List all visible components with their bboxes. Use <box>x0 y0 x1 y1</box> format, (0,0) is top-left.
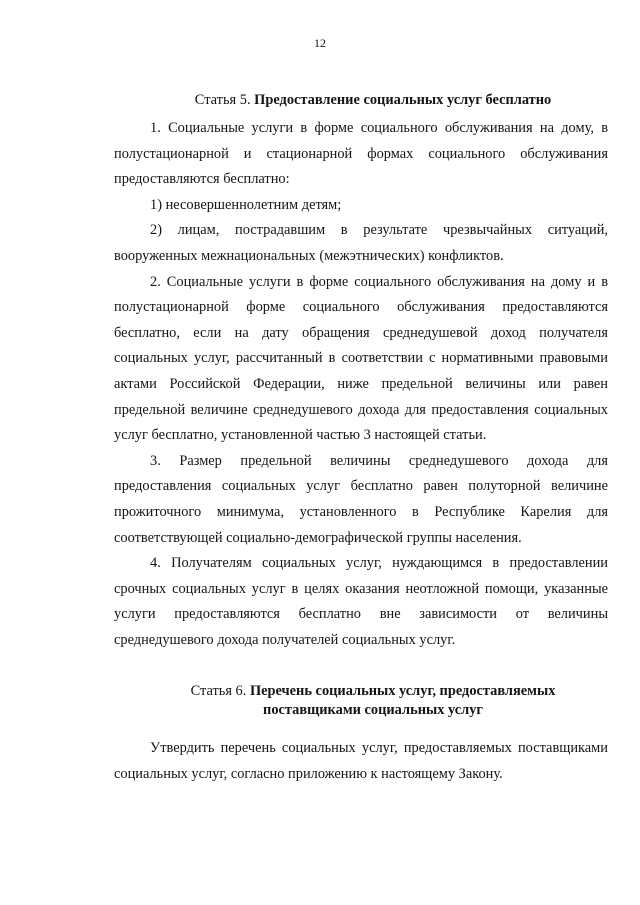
article-6-title-line-1: Перечень социальных услуг, предоставляемых <box>249 683 556 700</box>
article-5-paragraph-2: 2. Социальные услуги в форме социального обслуживания на дому и в полустационарной форме социального обслуживания предоставляются бесплатно, если на дату обращения среднедушевой доход получателя социальных услуг, рассчитанный в соответствии с нормативными правовыми актами Российской Федерации, ниже предельной величины или равен предельной величине среднедушевого дохода для предоставления социальных услуг бесплатно, установленной частью 3 настоящей статьи. <box>114 273 608 444</box>
article-6-title-line-2: поставщиками социальных услуг <box>263 702 483 719</box>
article-5-prefix: Статья 5. <box>194 92 251 108</box>
article-6-paragraph-1: Утвердить перечень социальных услуг, предоставляемых поставщиками социальных услуг, согласно приложению к настоящему Закону. <box>114 740 608 783</box>
article-5-paragraph-4: 4. Получателям социальных услуг, нуждающимся в предоставлении срочных социальных услуг в целях оказания неотложной помощи, указанные услуги предоставляются бесплатно вне зависимости от величины среднедушевого дохода получателей социальных услуг. <box>114 555 608 648</box>
article-6-heading <box>114 682 608 720</box>
article-5-paragraph-3: 3. Размер предельной величины среднедушевого дохода для предоставления социальных услуг бесплатно равен полуторной величине прожиточного минимума, установленного в Республике Карелия для соответствующей социально-демографической группы населения. <box>114 452 608 546</box>
article-5-title: Предоставление социальных услуг бесплатно <box>254 92 552 108</box>
article-6-prefix: Статья 6. <box>190 683 247 700</box>
article-5-body <box>114 116 608 653</box>
article-5-item-2: 2) лицам, пострадавшим в результате чрезвычайных ситуаций, вооруженных межнациональных (межэтнических) конфликтов. <box>114 222 608 264</box>
document-body <box>114 91 608 788</box>
article-5-paragraph-1: 1. Социальные услуги в форме социального обслуживания на дому, в полустационарной и стационарной формах социального обслуживания предоставляются бесплатно: <box>114 120 608 188</box>
page-number: 12 <box>314 36 326 50</box>
article-5-item-1: 1) несовершеннолетним детям; <box>150 196 342 213</box>
article-5-heading <box>114 91 608 110</box>
article-6-body <box>114 736 608 787</box>
